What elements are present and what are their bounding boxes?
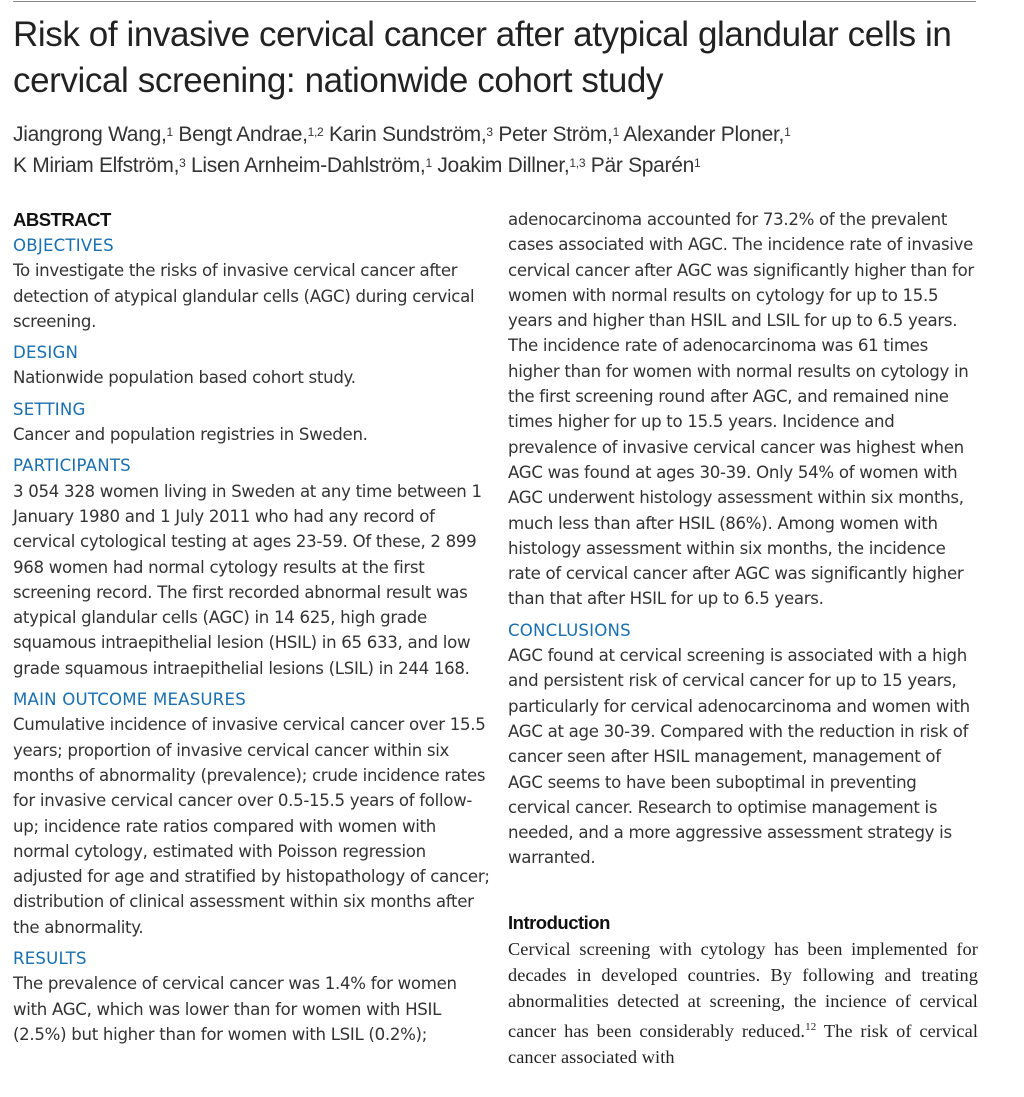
introduction-text: Cervical screening with cytology has been implemented for decades in developed countries. By following and treating abnormalities detected at screening, the incience of cervical cancer has been considerably reduced.$^{12}$ The risk of cervical cancer associated with	[508, 938, 979, 1067]
abstract-heading: ABSTRACT	[13, 209, 111, 230]
conclusions-text: AGC found at cervical screening is associated with a high and persistent risk of cervical cancer for up to 15 years, particularly for cervical adenocarcinoma and women with AGC at age 30-39. Compared with the reduction in risk of cancer seen after HSIL management, management of AGC seems to have been suboptimal in preventing cervical cancer. Research to optimise management is needed, and a more aggressive assessment strategy is warranted.	[508, 646, 970, 868]
abstract-right-column	[508, 207, 978, 1070]
author: Jiangrong Wang,$^1$	[13, 123, 173, 146]
author-list	[13, 119, 1003, 181]
reference-marker: 12	[805, 1020, 817, 1033]
author: Karin Sundström,$^3$	[328, 123, 493, 146]
design-heading: DESIGN	[13, 343, 79, 363]
design-text: Nationwide population based cohort study.	[13, 368, 356, 388]
author: Bengt Andrae,$^{1,2}$	[178, 123, 324, 146]
setting-heading: SETTING	[13, 399, 86, 419]
main-outcome-text: Cumulative incidence of invasive cervical cancer over 15.5 years; proportion of invasive cervical cancer within six months of abnormality (prevalence); crude incidence rates for invasive cervical cancer over 0.5-15.5 years of follow-up; incidence rate ratios compared with women with normal cytology, estimated with Poisson regression adjusted for age and stratified by histopathology of cancer; distribution of clinical assessment within six months after the abnormality.	[13, 715, 490, 937]
setting-text: Cancer and population registries in Sweden.	[13, 425, 368, 445]
author: Peter Ström,$^1$	[498, 123, 619, 146]
results-text-continued: adenocarcinoma accounted for 73.2% of the prevalent cases associated with AGC. The incidence rate of invasive cervical cancer after AGC was significantly higher than for women with normal results on cytology for up to 15.5 years and higher than HSIL and LSIL for up to 6.5 years. The incidence rate of adenocarcinoma was 61 times higher than for women with normal results on cytology in the first screening round after AGC, and remained nine times higher for up to 15.5 years. Incidence and prevalence of invasive cervical cancer was highest when AGC was found at ages 30-39. Only 54% of women with AGC underwent histology assessment within six months, much less than after HSIL (86%). Among women with histology assessment within six months, the incidence rate of cervical cancer after AGC was significantly higher than that after HSIL for up to 6.5 years.	[508, 210, 974, 609]
article-title: Risk of invasive cervical cancer after atypical glandular cells in cervical screening: nationwide cohort study	[13, 15, 952, 100]
author: K Miriam Elfström,$^3$	[13, 154, 186, 177]
introduction-heading: Introduction	[508, 911, 610, 933]
author: Alexander Ploner,$^1$	[623, 123, 791, 146]
results-heading: RESULTS	[13, 949, 87, 969]
objectives-text: To investigate the risks of invasive cervical cancer after detection of atypical glandular cells (AGC) during cervical screening.	[13, 261, 475, 331]
objectives-heading: OBJECTIVES	[13, 236, 114, 255]
main-outcome-heading: MAIN OUTCOME MEASURES	[13, 690, 246, 710]
conclusions-heading: CONCLUSIONS	[508, 620, 631, 640]
participants-text: 3 054 328 women living in Sweden at any time between 1 January 1980 and 1 July 2011 who had any record of cervical cytological testing at ages 23-59. Of these, 2 899 968 women had normal cytology results at the first screening record. The first recorded abnormal result was atypical glandular cells (AGC) in 14 625, high grade squamous intraepithelial lesion (HSIL) in 65 633, and low grade squamous intraepithelial lesions (LSIL) in 244 168.	[13, 481, 482, 678]
abstract-left-column	[13, 207, 491, 1047]
results-text-start: The prevalence of cervical cancer was 1.4% for women with AGC, which was lower than for women with HSIL (2.5%) but higher than for women with LSIL (0.2%);	[13, 974, 457, 1044]
author: Joakim Dillner,$^{1,3}$	[437, 154, 586, 177]
author: Lisen Arnheim-Dahlström,$^1$	[191, 154, 432, 177]
author: Pär Sparén$^1$	[590, 154, 701, 177]
top-rule	[13, 1, 976, 2]
participants-heading: PARTICIPANTS	[13, 456, 131, 476]
